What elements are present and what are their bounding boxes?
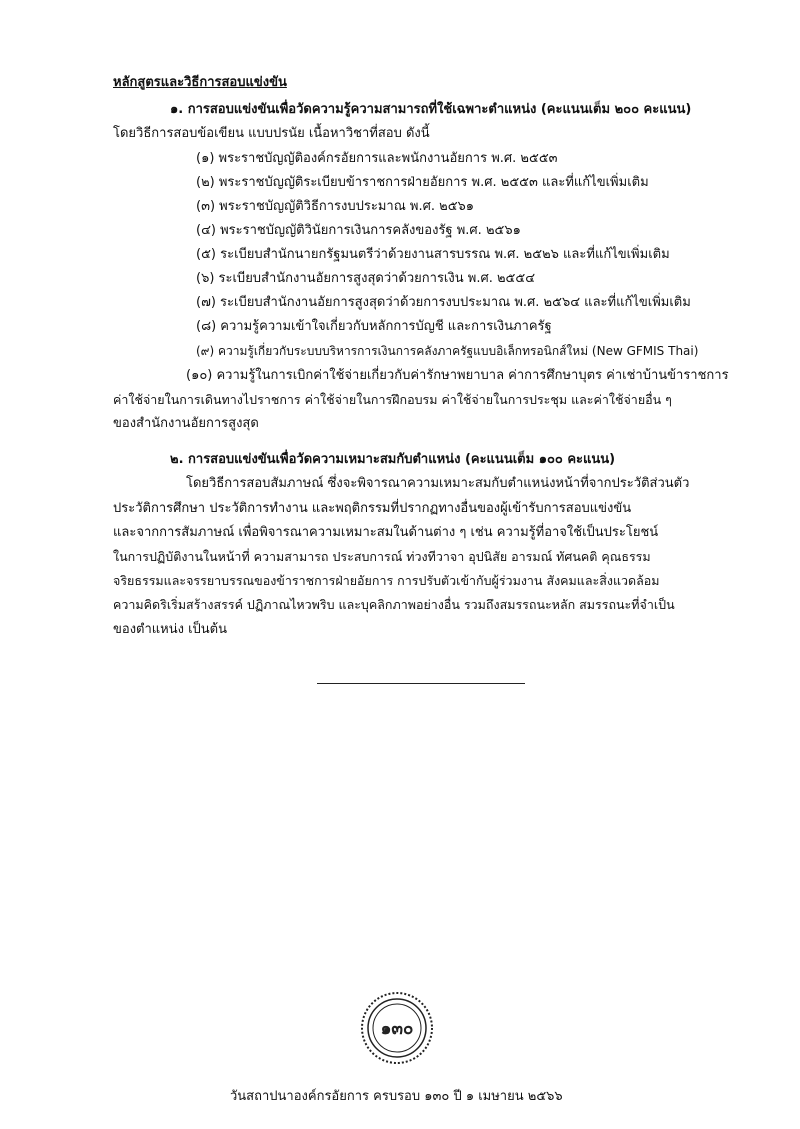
subject-item: (๕) ระเบียบสำนักนายกรัฐมนตรีว่าด้วยงานสารบรรณ พ.ศ. ๒๕๒๖ และที่แก้ไขเพิ่มเติม	[196, 247, 670, 262]
end-divider	[317, 683, 525, 684]
section-2-line: โดยวิธีการสอบสัมภาษณ์ ซึ่งจะพิจารณาความเหมาะสมกับตำแหน่งหน้าที่จากประวัติส่วนตัว	[186, 476, 690, 491]
subject-item-10-line: (๑๐) ความรู้ในการเบิกค่าใช้จ่ายเกี่ยวกับค่ารักษาพยาบาล ค่าการศึกษาบุตร ค่าเช่าบ้านข้าราชการ	[186, 368, 729, 383]
section-2-line: ของตำแหน่ง เป็นต้น	[113, 622, 228, 637]
anniversary-130-emblem-icon	[359, 990, 435, 1066]
section-1-intro: โดยวิธีการสอบข้อเขียน แบบปรนัย เนื้อหาวิชาที่สอบ ดังนี้	[113, 126, 430, 141]
section-2-line: ความคิดริเริ่มสร้างสรรค์ ปฏิภาณไหวพริบ และบุคลิกภาพอย่างอื่น รวมถึงสมรรถนะหลัก สมรรถนะที่จำเป็น	[113, 597, 675, 612]
section-1-title: ๑. การสอบแข่งขันเพื่อวัดความรู้ความสามารถที่ใช้เฉพาะตำแหน่ง (คะแนนเต็ม ๒๐๐ คะแนน)	[170, 102, 692, 117]
subject-item-10-line: ของสำนักงานอัยการสูงสุด	[113, 416, 259, 431]
section-2-line: จริยธรรมและจรรยาบรรณของข้าราชการฝ่ายอัยการ การปรับตัวเข้ากับผู้ร่วมงาน สังคมและสิ่งแวดล้อม	[113, 573, 660, 588]
subject-item: (๙) ความรู้เกี่ยวกับระบบบริหารการเงินการคลังภาครัฐแบบอิเล็กทรอนิกส์ใหม่ (New GFMIS Thai)	[196, 344, 699, 358]
page-heading: หลักสูตรและวิธีการสอบแข่งขัน	[113, 75, 287, 90]
section-2-line: ในการปฏิบัติงานในหน้าที่ ความสามารถ ประสบการณ์ ท่วงทีวาจา อุปนิสัย อารมณ์ ทัศนคติ คุณธรรม	[113, 549, 651, 564]
section-2-line: ประวัติการศึกษา ประวัติการทำงาน และพฤติกรรมที่ปรากฏทางอื่นของผู้เข้ารับการสอบแข่งขัน	[113, 501, 632, 516]
footer-anniversary-text: วันสถาปนาองค์กรอัยการ ครบรอบ ๑๓๐ ปี ๑ เมษายน ๒๕๖๖	[230, 1089, 563, 1104]
section-2-line: และจากการสัมภาษณ์ เพื่อพิจารณาความเหมาะสมในด้านต่าง ๆ เช่น ความรู้ที่อาจใช้เป็นประโยชน์	[113, 525, 659, 540]
subject-item: (๘) ความรู้ความเข้าใจเกี่ยวกับหลักการบัญชี และการเงินภาครัฐ	[196, 319, 552, 334]
subject-item: (๔) พระราชบัญญัติวินัยการเงินการคลังของรัฐ พ.ศ. ๒๕๖๑	[196, 223, 521, 238]
subject-item: (๑) พระราชบัญญัติองค์กรอัยการและพนักงานอัยการ พ.ศ. ๒๕๕๓	[196, 151, 558, 166]
subject-item: (๖) ระเบียบสำนักงานอัยการสูงสุดว่าด้วยการเงิน พ.ศ. ๒๕๕๔	[196, 271, 536, 286]
section-2-title: ๒. การสอบแข่งขันเพื่อวัดความเหมาะสมกับตำแหน่ง (คะแนนเต็ม ๑๐๐ คะแนน)	[170, 452, 616, 467]
subject-item-10-line: ค่าใช้จ่ายในการเดินทางไปราชการ ค่าใช้จ่ายในการฝึกอบรม ค่าใช้จ่ายในการประชุม และค่าใช้จ่ายอื่น ๆ	[113, 392, 672, 407]
subject-item: (๒) พระราชบัญญัติระเบียบข้าราชการฝ่ายอัยการ พ.ศ. ๒๕๕๓ และที่แก้ไขเพิ่มเติม	[196, 175, 649, 190]
subject-item: (๗) ระเบียบสำนักงานอัยการสูงสุดว่าด้วยการงบประมาณ พ.ศ. ๒๕๖๔ และที่แก้ไขเพิ่มเติม	[196, 295, 691, 310]
subject-item: (๓) พระราชบัญญัติวิธีการงบประมาณ พ.ศ. ๒๕๖๑	[196, 199, 475, 214]
emblem-number: ๑๓๐	[380, 1019, 414, 1039]
